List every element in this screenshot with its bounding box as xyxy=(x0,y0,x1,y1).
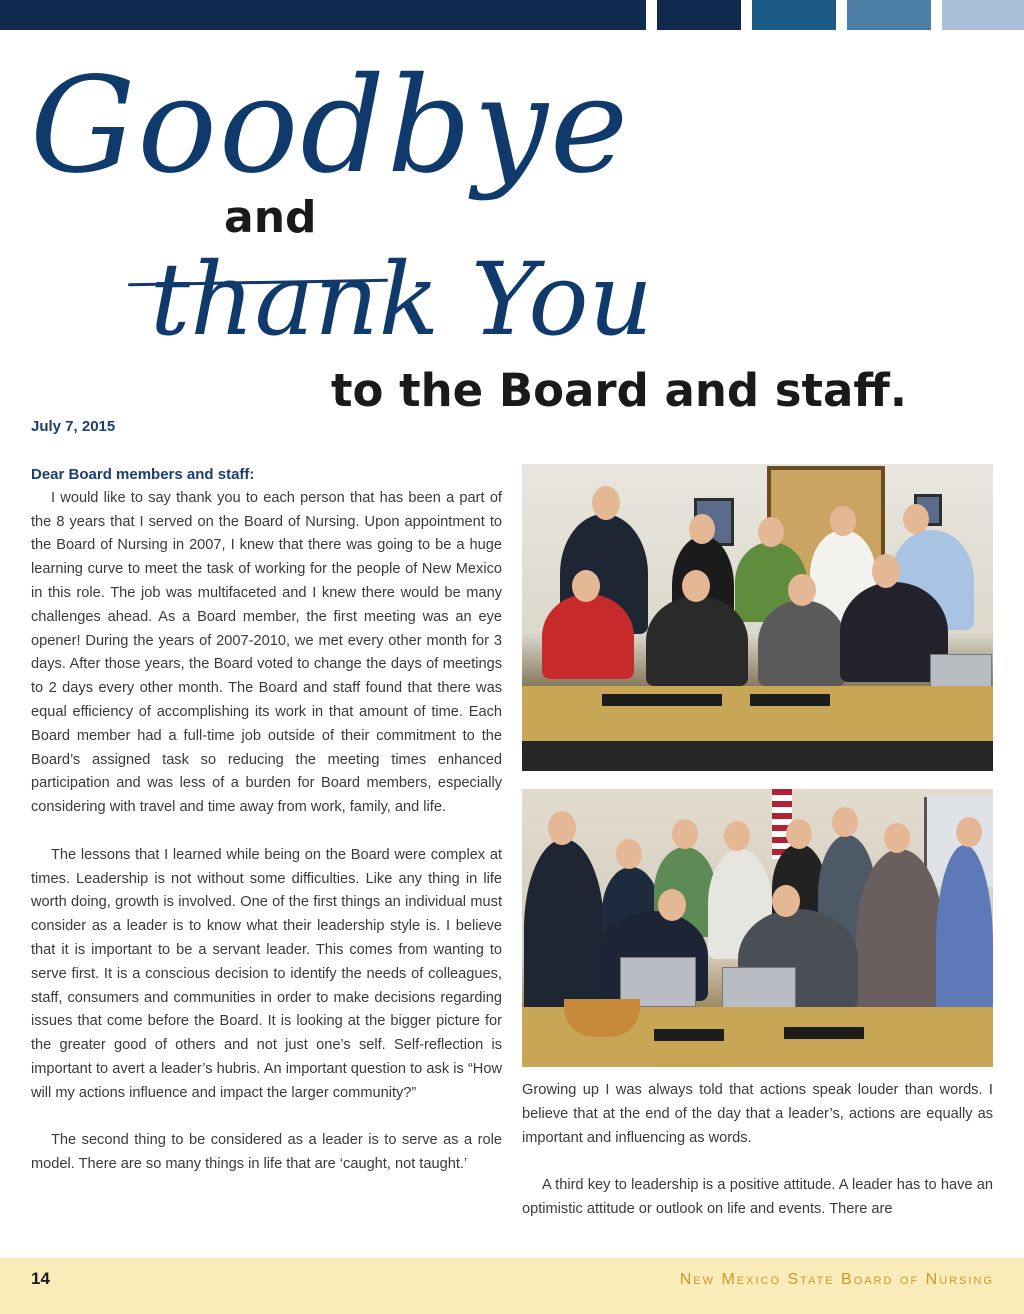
nameplate xyxy=(750,694,830,706)
person-head xyxy=(832,807,858,837)
letter-salutation: Dear Board members and staff: xyxy=(31,466,255,483)
title-and: and xyxy=(224,192,317,243)
right-text-column xyxy=(522,1079,993,1222)
person xyxy=(542,594,634,679)
person-head xyxy=(786,819,812,849)
title-thank-you: thank You xyxy=(150,241,653,358)
paragraph-3: The second thing to be considered as a leader is to serve as a role model. There are so many things in life that are ‘caught, not taught.’ xyxy=(31,1132,502,1173)
person xyxy=(856,849,944,1029)
person-head xyxy=(548,811,576,845)
nameplate xyxy=(784,1027,864,1039)
organization-name: New Mexico State Board of Nursing xyxy=(679,1271,994,1288)
paragraph-2: The lessons that I learned while being on the Board were complex at times. Leadership is not without some difficulties. Like any thing in life worth doing, growth is involved. One of the first things an individual must consider as a leader is to know what their leadership style is. I believe that it is important to be a servant leader. This comes from wanting to serve first. It is a conscious decision to identify the needs of colleagues, staff, consumers and communities in order to make decisions regarding issues that come before the Board. It is looking at the bigger picture for the greater good of others and not just one’s self. Self-reflection is important to avert a leader’s hubris. An important question to ask is “How will my actions influence and impact the larger community?” xyxy=(31,846,502,1101)
person-head xyxy=(903,504,929,534)
person-head xyxy=(884,823,910,853)
page-number: 14 xyxy=(31,1269,50,1288)
paragraph-4: Growing up I was always told that actions speak louder than words. I believe that at the end of the day that a leader’s, actions are equally as important and influencing as words. xyxy=(522,1082,993,1146)
person-head xyxy=(758,517,784,547)
person-head xyxy=(572,570,600,602)
person-head xyxy=(872,554,900,588)
person-head xyxy=(616,839,642,869)
paragraph-5: A third key to leadership is a positive attitude. A leader has to have an optimistic attitude or outlook on life and events. There are xyxy=(522,1177,993,1217)
person-head xyxy=(658,889,686,921)
person-head xyxy=(772,885,800,917)
person-head xyxy=(689,514,715,544)
letter-date: July 7, 2015 xyxy=(31,418,116,435)
top-color-bar-5 xyxy=(942,0,1024,30)
board-group-photo-2 xyxy=(522,789,993,1067)
person xyxy=(758,600,846,686)
top-color-bar-4 xyxy=(847,0,931,30)
paragraph-1: I would like to say thank you to each person that has been a part of the 8 years that I served on the Board of Nursing. Upon appointment to the Board of Nursing in 2007, I knew that there was going to be a huge learning curve to meet the task of working for the people of New Mexico in this role. The job was multifaceted and I knew there would be many challenges ahead. As a Board member, the first meeting was an eye opener! During the years of 2007-2010, we met every other month for 3 days. After those years, the Board voted to change the days of meetings to 2 days every other month. The Board and staff found that there was equal efficiency of accomplishing its work in that amount of time. Each Board member had a full-time job outside of their commitment to the Board’s assigned task so reducing the meeting times enhanced participation and was less of a burden for Board members, especially considering with travel and time away from work, family, and life. xyxy=(31,489,502,816)
person-head xyxy=(682,570,710,602)
title-to-the-board: to the Board and staff. xyxy=(331,364,907,417)
top-color-bar-2 xyxy=(657,0,741,30)
person-head xyxy=(830,506,856,536)
page-footer xyxy=(0,1258,1024,1314)
top-color-bar-3 xyxy=(752,0,836,30)
nameplate xyxy=(654,1029,724,1041)
nameplate xyxy=(602,694,722,706)
table-edge xyxy=(522,741,993,771)
person-head xyxy=(788,574,816,606)
person-head xyxy=(592,486,620,520)
person-head xyxy=(724,821,750,851)
board-group-photo-1 xyxy=(522,464,993,771)
title-goodbye: Goodbye xyxy=(30,49,631,203)
person-head xyxy=(672,819,698,849)
left-text-column xyxy=(31,463,502,1177)
top-color-bar-1 xyxy=(0,0,646,30)
person-head xyxy=(956,817,982,847)
person xyxy=(646,596,748,686)
person xyxy=(524,839,604,1019)
